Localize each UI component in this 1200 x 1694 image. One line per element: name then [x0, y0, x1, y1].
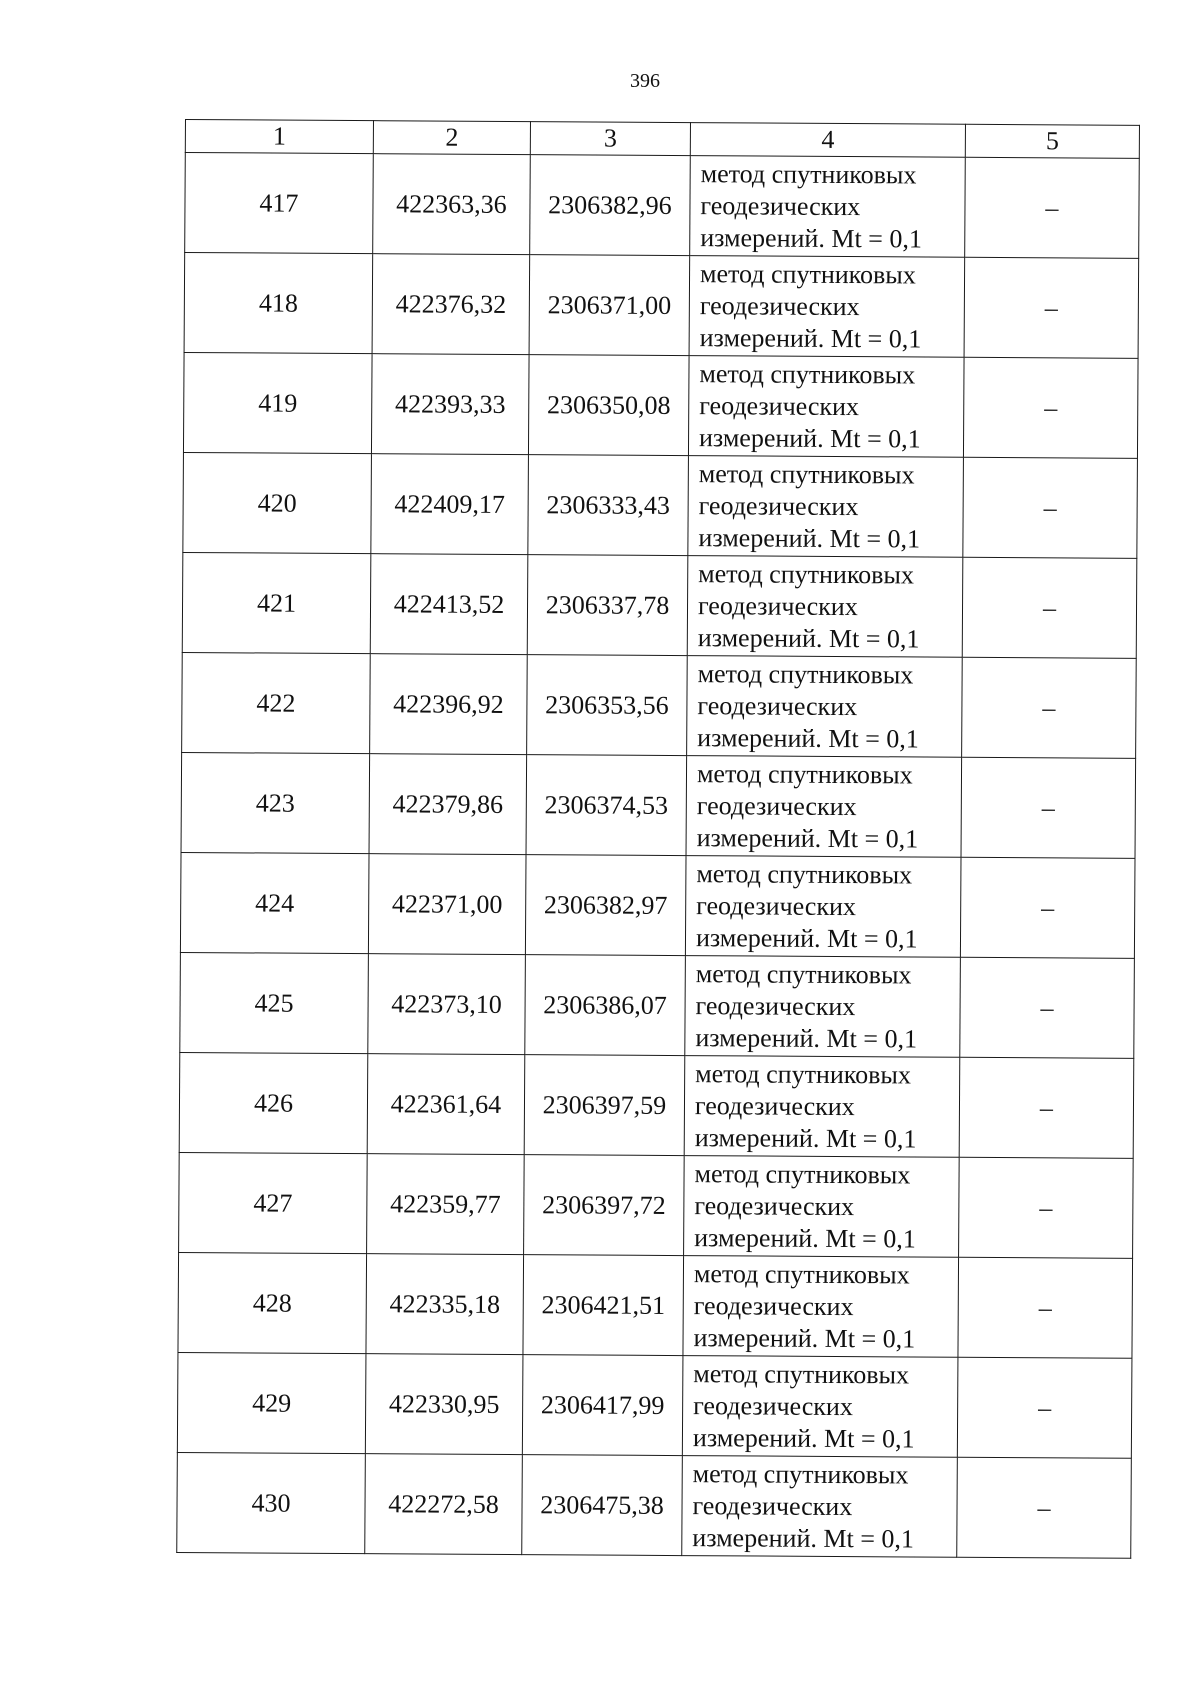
header-col-5: 5	[965, 124, 1139, 158]
note-cell: –	[961, 757, 1136, 858]
x-coordinate-cell: 422396,92	[370, 654, 528, 755]
header-col-1: 1	[185, 120, 373, 154]
table-row	[182, 552, 1137, 658]
x-coordinate-cell: 422361,64	[367, 1054, 525, 1155]
y-coordinate-cell: 2306337,78	[527, 555, 688, 656]
table-row	[185, 153, 1140, 259]
method-text-line: измерений. Mt = 0,1	[700, 222, 922, 254]
header-col-4: 4	[690, 123, 965, 158]
method-text-line: измерений. Mt = 0,1	[699, 322, 922, 354]
y-coordinate-cell: 2306333,43	[528, 455, 689, 556]
note-cell: –	[962, 657, 1137, 758]
y-coordinate-cell: 2306350,08	[528, 355, 689, 456]
x-coordinate-cell: 422272,58	[365, 1454, 523, 1555]
point-number-cell: 426	[179, 1052, 368, 1153]
method-text-line: метод спутниковых	[692, 1458, 909, 1489]
method-text-line: метод спутниковых	[693, 1258, 910, 1289]
x-coordinate-cell: 422371,00	[368, 854, 526, 955]
table-row	[181, 752, 1136, 858]
x-coordinate-cell: 422330,95	[365, 1354, 523, 1455]
point-number-cell: 429	[177, 1352, 366, 1453]
coordinates-table-wrapper	[176, 119, 1140, 1559]
method-text-line: метод спутниковых	[695, 1058, 911, 1089]
method-text-line: метод спутниковых	[698, 458, 915, 489]
method-cell	[685, 856, 961, 958]
point-number-cell: 428	[178, 1252, 367, 1353]
note-cell: –	[964, 257, 1139, 358]
note-cell: –	[963, 457, 1138, 558]
note-cell: –	[959, 1157, 1134, 1258]
y-coordinate-cell: 2306421,51	[523, 1255, 684, 1356]
method-text-line: геодезических	[695, 990, 856, 1021]
note-cell: –	[960, 957, 1135, 1058]
table-row	[179, 1152, 1134, 1258]
table-row	[177, 1352, 1132, 1458]
method-text-line: геодезических	[696, 790, 857, 821]
method-cell	[688, 356, 964, 458]
method-text-line: метод спутниковых	[697, 658, 914, 689]
method-cell	[682, 1356, 958, 1458]
table-row	[184, 253, 1139, 359]
y-coordinate-cell: 2306382,96	[530, 155, 691, 256]
table-row	[183, 452, 1138, 558]
y-coordinate-cell: 2306417,99	[522, 1355, 683, 1456]
x-coordinate-cell: 422376,32	[372, 254, 530, 355]
method-text-line: измерений. Mt = 0,1	[693, 1322, 916, 1353]
method-text-line: геодезических	[696, 890, 857, 921]
method-text-line: геодезических	[697, 590, 858, 621]
table-row	[178, 1252, 1133, 1358]
method-text-line: геодезических	[699, 390, 860, 421]
page-number: 396	[630, 70, 660, 92]
y-coordinate-cell: 2306371,00	[529, 255, 690, 356]
header-col-2: 2	[373, 121, 530, 155]
method-cell	[690, 156, 966, 258]
x-coordinate-cell: 422379,86	[369, 754, 527, 855]
note-cell: –	[958, 1257, 1133, 1358]
method-text-line: метод спутниковых	[696, 858, 913, 889]
method-text-line: метод спутниковых	[699, 258, 916, 289]
method-text-line: измерений. Mt = 0,1	[694, 1222, 916, 1253]
note-cell: –	[957, 1357, 1132, 1458]
x-coordinate-cell: 422393,33	[371, 354, 529, 455]
table-body	[177, 153, 1140, 1559]
note-cell: –	[957, 1457, 1132, 1558]
method-text-line: метод спутниковых	[693, 1358, 910, 1389]
method-cell	[684, 1056, 960, 1158]
x-coordinate-cell: 422363,36	[373, 154, 531, 255]
method-text-line: измерений. Mt = 0,1	[697, 622, 920, 653]
header-col-3: 3	[530, 122, 690, 156]
method-cell	[683, 1256, 959, 1358]
note-cell: –	[963, 357, 1138, 458]
x-coordinate-cell: 422335,18	[366, 1254, 524, 1355]
y-coordinate-cell: 2306382,97	[525, 855, 686, 956]
method-cell	[687, 556, 963, 658]
point-number-cell: 420	[183, 452, 372, 553]
method-text-line: измерений. Mt = 0,1	[695, 1022, 918, 1053]
point-number-cell: 430	[177, 1452, 366, 1553]
y-coordinate-cell: 2306475,38	[522, 1455, 683, 1556]
x-coordinate-cell: 422373,10	[368, 954, 526, 1055]
method-text-line: геодезических	[694, 1190, 855, 1221]
point-number-cell: 419	[183, 352, 372, 453]
coordinates-table	[176, 119, 1140, 1559]
point-number-cell: 417	[185, 153, 374, 254]
y-coordinate-cell: 2306397,59	[524, 1055, 685, 1156]
method-text-line: геодезических	[699, 290, 860, 321]
method-text-line: метод спутниковых	[699, 358, 916, 389]
note-cell: –	[962, 557, 1137, 658]
method-text-line: измерений. Mt = 0,1	[697, 722, 919, 753]
method-text-line: измерений. Mt = 0,1	[694, 1122, 917, 1153]
method-cell	[686, 756, 962, 858]
table-row	[177, 1452, 1132, 1558]
method-text-line: геодезических	[693, 1390, 853, 1421]
y-coordinate-cell: 2306374,53	[526, 755, 687, 856]
method-cell	[687, 656, 963, 758]
method-text-line: геодезических	[700, 190, 861, 221]
method-cell	[684, 1156, 960, 1258]
method-cell	[688, 456, 964, 558]
table-row	[182, 652, 1137, 758]
table-row	[180, 952, 1135, 1058]
table-row	[179, 1052, 1134, 1158]
y-coordinate-cell: 2306386,07	[525, 955, 686, 1056]
method-text-line: измерений. Mt = 0,1	[692, 1522, 915, 1553]
method-text-line: метод спутниковых	[700, 158, 917, 189]
method-text-line: метод спутниковых	[696, 758, 913, 789]
method-text-line: измерений. Mt = 0,1	[695, 922, 918, 953]
point-number-cell: 424	[180, 852, 369, 953]
method-text-line: геодезических	[693, 1290, 854, 1321]
x-coordinate-cell: 422409,17	[371, 454, 529, 555]
method-text-line: геодезических	[697, 690, 858, 721]
note-cell: –	[965, 157, 1140, 258]
x-coordinate-cell: 422359,77	[367, 1154, 525, 1255]
method-text-line: метод спутниковых	[694, 1158, 911, 1189]
x-coordinate-cell: 422413,52	[370, 554, 528, 655]
table-row	[183, 352, 1138, 458]
method-text-line: измерений. Mt = 0,1	[692, 1422, 915, 1453]
y-coordinate-cell: 2306353,56	[527, 655, 688, 756]
method-cell	[685, 956, 961, 1058]
method-text-line: геодезических	[694, 1090, 855, 1121]
point-number-cell: 421	[182, 552, 371, 653]
point-number-cell: 418	[184, 253, 373, 354]
method-text-line: измерений. Mt = 0,1	[696, 822, 919, 853]
method-text-line: метод спутниковых	[698, 558, 915, 589]
method-cell	[689, 256, 965, 358]
method-cell	[682, 1456, 958, 1558]
method-text-line: геодезических	[692, 1490, 853, 1521]
point-number-cell: 425	[180, 952, 369, 1053]
method-text-line: геодезических	[698, 490, 859, 521]
point-number-cell: 422	[182, 652, 371, 753]
method-text-line: измерений. Mt = 0,1	[698, 522, 921, 553]
point-number-cell: 427	[179, 1152, 368, 1253]
table-row	[180, 852, 1135, 958]
point-number-cell: 423	[181, 752, 370, 853]
note-cell: –	[959, 1057, 1134, 1158]
note-cell: –	[960, 857, 1135, 958]
method-text-line: метод спутниковых	[695, 958, 912, 989]
method-text-line: измерений. Mt = 0,1	[698, 422, 921, 453]
y-coordinate-cell: 2306397,72	[524, 1155, 685, 1256]
